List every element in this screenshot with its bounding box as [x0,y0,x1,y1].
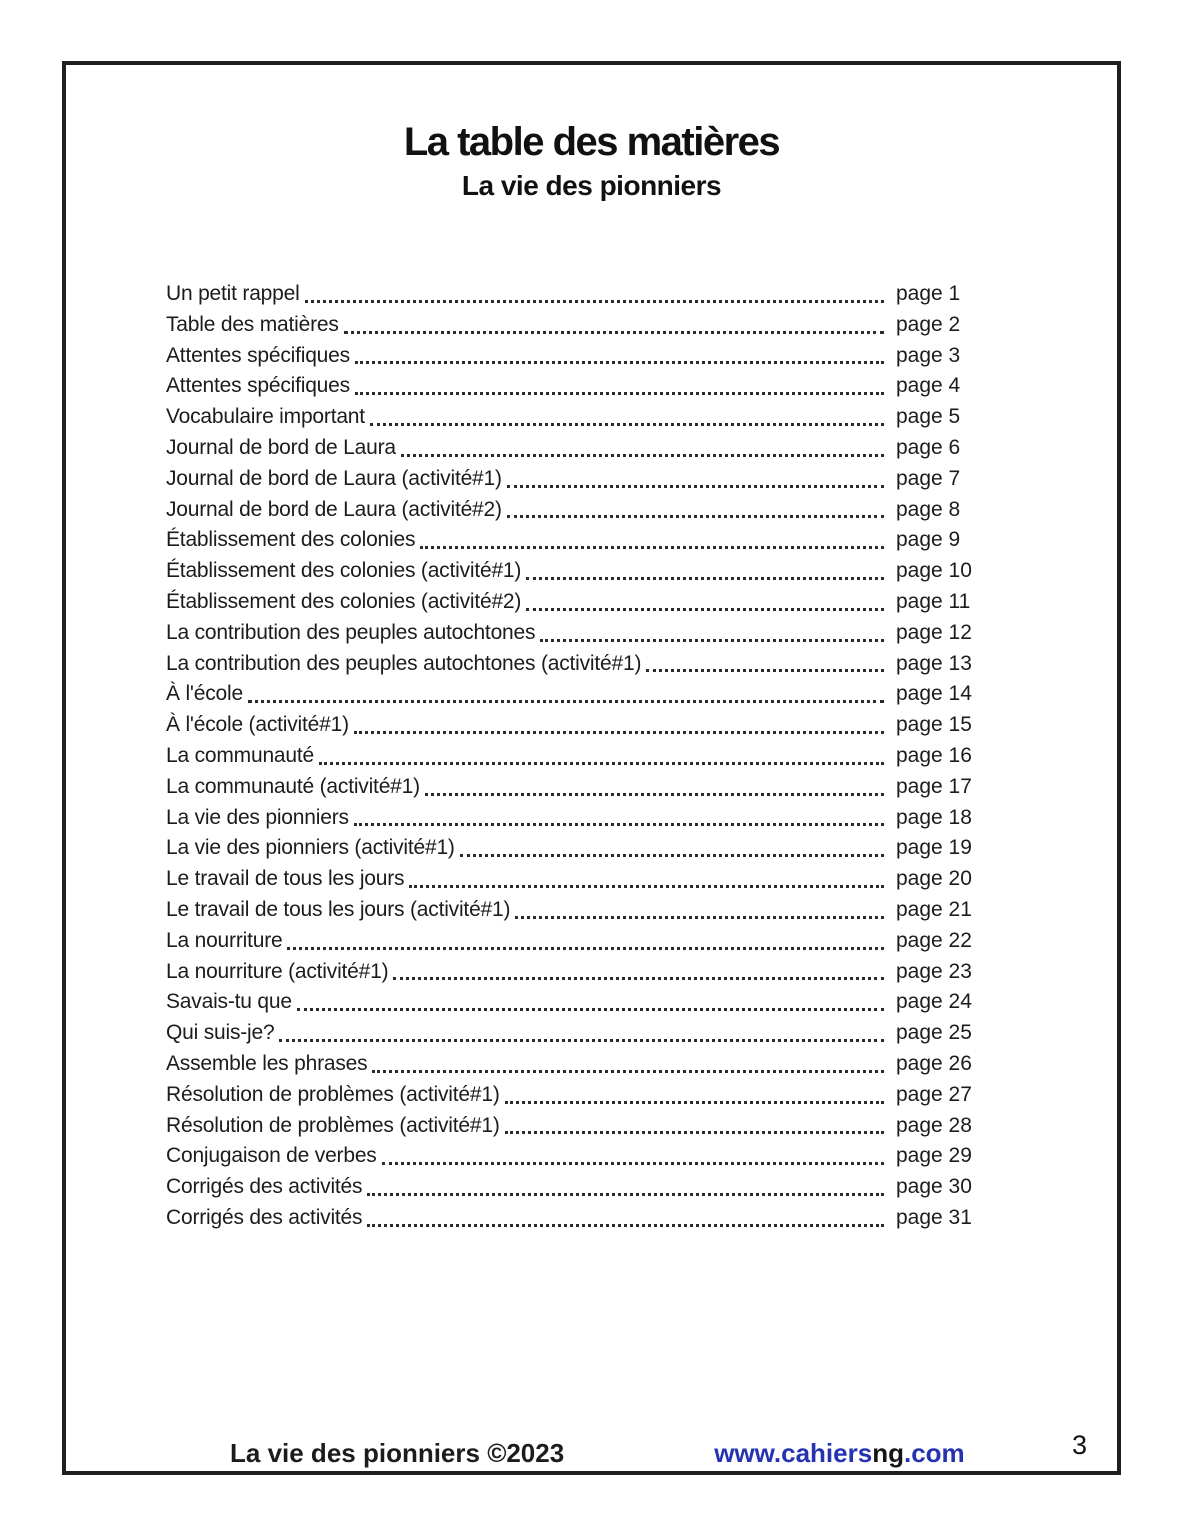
toc-entry-page: page 14 [896,682,972,706]
dot-leader [460,854,884,857]
dot-leader [401,454,884,457]
page-border-frame [62,61,1121,1475]
toc-entry [166,310,978,341]
dot-leader [526,577,884,580]
dot-leader [507,485,884,488]
dot-leader [297,1008,884,1011]
toc-entry-page: page 30 [896,1175,972,1199]
toc-entry [166,1018,978,1049]
toc-entry-label: Corrigés des activités [166,1175,363,1199]
toc-entry-label: La contribution des peuples autochtones (activité#1) [166,651,642,675]
toc-entry-label: La contribution des peuples autochtones [166,620,536,644]
toc-entry-label: Assemble les phrases [166,1051,368,1075]
dot-leader [355,392,884,395]
toc-entry-page: page 27 [896,1082,972,1106]
toc-entry-page: page 13 [896,651,972,675]
toc-entry [166,649,978,680]
toc-entry-page: page 8 [896,497,961,521]
toc-entry [166,1049,978,1080]
dot-leader [319,762,884,765]
toc-entry-page: page 4 [896,374,961,398]
toc-entry-label: Le travail de tous les jours (activité#1) [166,897,511,921]
toc-entry-page: page 5 [896,405,961,429]
toc-entry-page: page 20 [896,867,972,891]
toc-entry [166,895,978,926]
toc-entry-page: page 16 [896,743,972,767]
toc-entry [166,710,978,741]
toc-entry [166,464,978,495]
toc-entry-label: Attentes spécifiques [166,343,350,367]
dot-leader [367,1193,884,1196]
dot-leader [409,885,884,888]
toc-entry-page: page 11 [896,589,971,613]
dot-leader [367,1224,884,1227]
dot-leader [393,977,884,980]
toc-entry [166,587,978,618]
toc-entry-page: page 2 [896,312,961,336]
toc-entry-label: Établissement des colonies (activité#1) [166,559,522,583]
dot-leader [372,1070,884,1073]
toc-entry [166,833,978,864]
footer-website-url [714,1438,964,1469]
toc-list [166,279,978,1234]
toc-entry-label: La vie des pionniers (activité#1) [166,836,455,860]
toc-entry-page: page 31 [896,1205,972,1229]
dot-leader [287,947,884,950]
toc-entry [166,1080,978,1111]
toc-entry-label: La nourriture [166,928,283,952]
toc-entry [166,864,978,895]
toc-entry [166,495,978,526]
toc-entry-label: Attentes spécifiques [166,374,350,398]
toc-entry-label: Un petit rappel [166,282,300,305]
dot-leader [507,515,884,518]
toc-entry [166,525,978,556]
toc-entry [166,402,978,433]
toc-entry [166,433,978,464]
toc-entry-page: page 17 [896,774,972,798]
toc-entry-page: page 9 [896,528,961,552]
toc-entry [166,772,978,803]
toc-entry-label: À l'école (activité#1) [166,713,349,737]
toc-entry-page: page 25 [896,1021,972,1045]
toc-entry-page: page 1 [896,282,961,305]
toc-entry [166,556,978,587]
toc-entry-page: page 3 [896,343,961,367]
toc-entry-label: Corrigés des activités [166,1205,363,1229]
toc-entry-page: page 10 [896,559,972,583]
dot-leader [354,823,884,826]
toc-entry-page: page 15 [896,713,972,737]
toc-entry [166,618,978,649]
toc-entry-label: Résolution de problèmes (activité#1) [166,1113,500,1137]
toc-entry-page: page 18 [896,805,972,829]
toc-entry-page: page 22 [896,928,972,952]
toc-entry-label: La communauté (activité#1) [166,774,420,798]
dot-leader [344,331,884,334]
dot-leader [505,1101,884,1104]
toc-entry [166,279,978,310]
toc-entry-label: Établissement des colonies [166,528,416,552]
dot-leader [305,300,884,303]
toc-entry [166,371,978,402]
toc-entry-page: page 24 [896,990,972,1014]
toc-entry [166,1111,978,1142]
toc-entry [166,803,978,834]
toc-entry-label: Le travail de tous les jours [166,867,405,891]
footer-website-prefix: www.cahiers [714,1438,873,1468]
dot-leader [540,639,884,642]
toc-entry-label: Résolution de problèmes (activité#1) [166,1082,500,1106]
page-footer [66,1430,1117,1469]
dot-leader [248,700,884,703]
page-number: 3 [1071,1430,1087,1460]
page-subtitle: La vie des pionniers [461,170,722,201]
toc-entry [166,926,978,957]
toc-entry-page: page 26 [896,1051,972,1075]
toc-entry [166,679,978,710]
footer-website-ng: ng [872,1438,904,1468]
toc-entry-label: À l'école [166,682,243,706]
toc-entry-label: La communauté [166,743,314,767]
toc-entry-page: page 19 [896,836,972,860]
toc-entry [166,1203,978,1234]
toc-entry-label: Journal de bord de Laura (activité#1) [166,466,502,490]
page-title: La table des matières [403,120,780,164]
toc-entry-label: La vie des pionniers [166,805,349,829]
toc-entry [166,1172,978,1203]
dot-leader [370,423,884,426]
toc-entry-page: page 21 [896,897,972,921]
dot-leader [515,916,884,919]
dot-leader [420,546,884,549]
dot-leader [354,731,884,734]
dot-leader [505,1131,884,1134]
dot-leader [382,1162,884,1165]
toc-entry-page: page 29 [896,1144,972,1168]
footer-website-suffix: .com [903,1438,965,1468]
toc-entry [166,341,978,372]
toc-entry-label: Établissement des colonies (activité#2) [166,589,522,613]
dot-leader [355,361,884,364]
toc-entry-page: page 7 [896,466,961,490]
toc-entry-label: Savais-tu que [166,990,292,1014]
toc-entry-label: Vocabulaire important [166,405,365,429]
toc-entry-label: La nourriture (activité#1) [166,959,389,983]
toc-entry-label: Conjugaison de verbes [166,1144,377,1168]
dot-leader [279,1039,884,1042]
toc-entry [166,1141,978,1172]
dot-leader [646,669,884,672]
toc-entry-label: Qui suis-je? [166,1021,275,1045]
toc-entry [166,957,978,988]
toc-entry [166,987,978,1018]
toc-entry [166,741,978,772]
dot-leader [526,608,884,611]
dot-leader [425,793,884,796]
toc-entry-label: Journal de bord de Laura [166,435,396,459]
toc-entry-page: page 12 [896,620,972,644]
toc-entry-page: page 23 [896,959,972,983]
footer-copyright: La vie des pionniers ©2023 [230,1438,565,1468]
toc-entry-page: page 28 [896,1113,972,1137]
toc-entry-page: page 6 [896,435,961,459]
toc-entry-label: Table des matières [166,312,339,336]
toc-entry-label: Journal de bord de Laura (activité#2) [166,497,502,521]
